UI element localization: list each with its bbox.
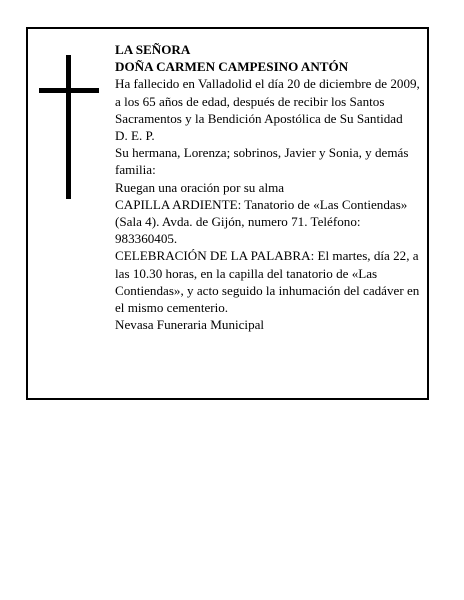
- chapel-text: Tanatorio de «Las Contiendas» (Sala 4). Avda. de Gijón, numero 71. Teléfono: 983360405.: [115, 196, 408, 247]
- chapel-info: [115, 196, 421, 248]
- service-label: CELEBRACIÓN DE LA PALABRA:: [115, 248, 315, 264]
- service-text: El martes, día 22, a las 10.30 horas, en la capilla del tanatorio de «Las Contiendas», y acto seguido la inhumación del cadáver en el mismo cementerio.: [115, 248, 420, 316]
- notice-title: LA SEÑORA: [115, 42, 191, 57]
- notice-text: [115, 41, 421, 333]
- deceased-name: DOÑA CARMEN CAMPESINO ANTÓN: [115, 59, 349, 75]
- death-statement: Ha fallecido en Valladolid el día 20 de diciembre de 2009, a los 65 años de edad, después de recibir los Santos Sacramentos y la Bendición Apostólica de Su Santidad: [115, 76, 420, 126]
- prayer-request: Ruegan una oración por su alma: [115, 179, 285, 195]
- service-info: [115, 247, 421, 316]
- latin-cross-icon: [39, 55, 99, 199]
- chapel-label: CAPILLA ARDIENTE:: [115, 196, 242, 212]
- rip-text: D. E. P.: [115, 128, 155, 144]
- funeral-home: Nevasa Funeraria Municipal: [115, 317, 265, 333]
- family-text: Su hermana, Lorenza; sobrinos, Javier y Sonia, y demás familia:: [115, 145, 409, 178]
- obituary-notice: [26, 27, 429, 400]
